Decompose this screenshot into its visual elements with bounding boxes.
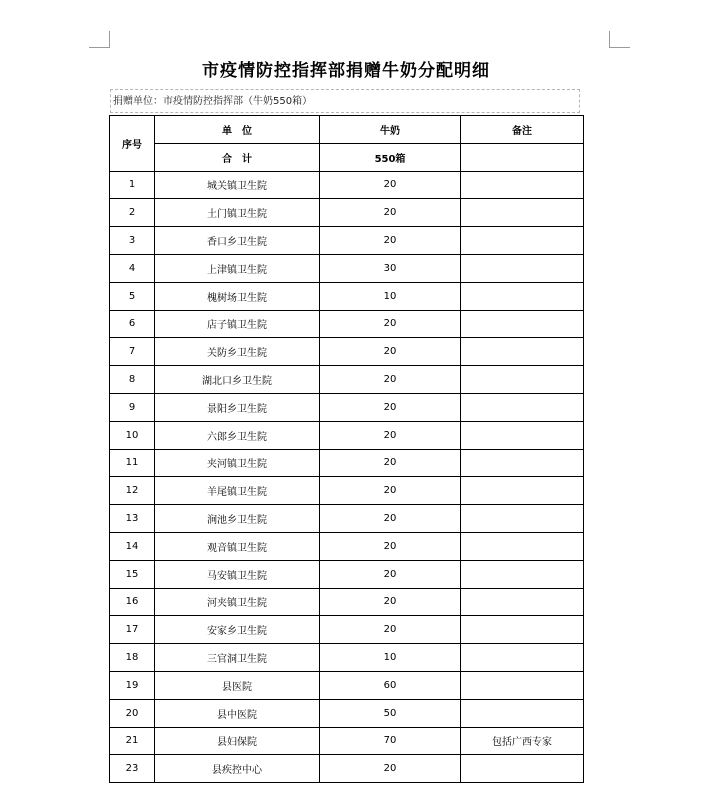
row-seq: 21	[110, 727, 155, 755]
row-milk: 20	[320, 366, 461, 394]
row-milk: 20	[320, 199, 461, 227]
row-milk: 20	[320, 505, 461, 533]
row-seq: 16	[110, 588, 155, 616]
row-milk: 20	[320, 393, 461, 421]
row-unit: 羊尾镇卫生院	[155, 477, 320, 505]
row-seq: 9	[110, 393, 155, 421]
row-remark: 包括广西专家	[461, 727, 584, 755]
row-milk: 20	[320, 560, 461, 588]
row-remark	[461, 699, 584, 727]
table-row	[110, 755, 584, 783]
header-milk: 牛奶	[320, 116, 461, 144]
row-remark	[461, 171, 584, 199]
total-value: 550箱	[320, 143, 461, 171]
row-seq: 14	[110, 532, 155, 560]
row-seq: 15	[110, 560, 155, 588]
document-title: 市疫情防控指挥部捐赠牛奶分配明细	[202, 61, 490, 81]
row-remark	[461, 310, 584, 338]
table-row	[110, 254, 584, 282]
row-seq: 18	[110, 644, 155, 672]
row-milk: 20	[320, 588, 461, 616]
table-row	[110, 421, 584, 449]
page-corner-mark-top-right	[609, 31, 630, 48]
row-remark	[461, 449, 584, 477]
total-remark	[461, 143, 584, 171]
row-remark	[461, 755, 584, 783]
table-row	[110, 477, 584, 505]
row-remark	[461, 254, 584, 282]
table-row	[110, 699, 584, 727]
row-unit: 湖北口乡卫生院	[155, 366, 320, 394]
row-milk: 20	[320, 449, 461, 477]
row-unit: 城关镇卫生院	[155, 171, 320, 199]
total-row	[110, 143, 584, 171]
row-unit: 马安镇卫生院	[155, 560, 320, 588]
row-seq: 1	[110, 171, 155, 199]
row-seq: 10	[110, 421, 155, 449]
row-unit: 县妇保院	[155, 727, 320, 755]
table-row	[110, 282, 584, 310]
row-remark	[461, 588, 584, 616]
row-milk: 20	[320, 227, 461, 255]
row-seq: 20	[110, 699, 155, 727]
row-milk: 20	[320, 310, 461, 338]
table-row	[110, 338, 584, 366]
row-milk: 10	[320, 644, 461, 672]
table-row	[110, 171, 584, 199]
row-seq: 6	[110, 310, 155, 338]
table-row	[110, 588, 584, 616]
row-unit: 安家乡卫生院	[155, 616, 320, 644]
row-milk: 20	[320, 532, 461, 560]
row-milk: 70	[320, 727, 461, 755]
table-row	[110, 199, 584, 227]
table-row	[110, 366, 584, 394]
row-milk: 20	[320, 421, 461, 449]
row-remark	[461, 421, 584, 449]
row-remark	[461, 560, 584, 588]
row-milk: 20	[320, 755, 461, 783]
table-row	[110, 671, 584, 699]
row-milk: 20	[320, 616, 461, 644]
table-row	[110, 310, 584, 338]
row-seq: 11	[110, 449, 155, 477]
row-milk: 30	[320, 254, 461, 282]
row-unit: 县医院	[155, 671, 320, 699]
row-seq: 19	[110, 671, 155, 699]
row-unit: 夹河镇卫生院	[155, 449, 320, 477]
row-remark	[461, 671, 584, 699]
row-milk: 20	[320, 477, 461, 505]
header-remark: 备注	[461, 116, 584, 144]
row-remark	[461, 616, 584, 644]
row-unit: 县中医院	[155, 699, 320, 727]
row-milk: 60	[320, 671, 461, 699]
row-seq: 12	[110, 477, 155, 505]
row-seq: 3	[110, 227, 155, 255]
row-seq: 2	[110, 199, 155, 227]
row-unit: 香口乡卫生院	[155, 227, 320, 255]
row-remark	[461, 644, 584, 672]
row-unit: 店子镇卫生院	[155, 310, 320, 338]
row-remark	[461, 393, 584, 421]
row-unit: 景阳乡卫生院	[155, 393, 320, 421]
row-unit: 涧池乡卫生院	[155, 505, 320, 533]
table-row	[110, 560, 584, 588]
row-remark	[461, 338, 584, 366]
row-remark	[461, 532, 584, 560]
row-seq: 17	[110, 616, 155, 644]
row-milk: 10	[320, 282, 461, 310]
table-row	[110, 727, 584, 755]
header-seq: 序号	[110, 116, 155, 172]
row-milk: 50	[320, 699, 461, 727]
table-row	[110, 393, 584, 421]
table-row	[110, 449, 584, 477]
table-row	[110, 644, 584, 672]
header-unit: 单 位	[155, 116, 320, 144]
row-unit: 六郎乡卫生院	[155, 421, 320, 449]
row-remark	[461, 505, 584, 533]
row-milk: 20	[320, 338, 461, 366]
row-seq: 7	[110, 338, 155, 366]
row-seq: 5	[110, 282, 155, 310]
header-row	[110, 116, 584, 144]
row-milk: 20	[320, 171, 461, 199]
total-label: 合 计	[155, 143, 320, 171]
row-unit: 上津镇卫生院	[155, 254, 320, 282]
row-unit: 观音镇卫生院	[155, 532, 320, 560]
distribution-table	[109, 115, 584, 783]
row-unit: 县疾控中心	[155, 755, 320, 783]
row-unit: 土门镇卫生院	[155, 199, 320, 227]
row-unit: 河夹镇卫生院	[155, 588, 320, 616]
table-row	[110, 532, 584, 560]
donor-info-line: 捐赠单位：市疫情防控指挥部（牛奶550箱）	[110, 89, 580, 113]
row-remark	[461, 366, 584, 394]
row-seq: 8	[110, 366, 155, 394]
row-remark	[461, 282, 584, 310]
row-unit: 槐树场卫生院	[155, 282, 320, 310]
row-seq: 13	[110, 505, 155, 533]
row-remark	[461, 199, 584, 227]
row-remark	[461, 477, 584, 505]
row-seq: 23	[110, 755, 155, 783]
page-corner-mark-top-left	[89, 31, 110, 48]
table-row	[110, 616, 584, 644]
row-unit: 三官洞卫生院	[155, 644, 320, 672]
table-row	[110, 505, 584, 533]
table-row	[110, 227, 584, 255]
row-remark	[461, 227, 584, 255]
row-seq: 4	[110, 254, 155, 282]
row-unit: 关防乡卫生院	[155, 338, 320, 366]
